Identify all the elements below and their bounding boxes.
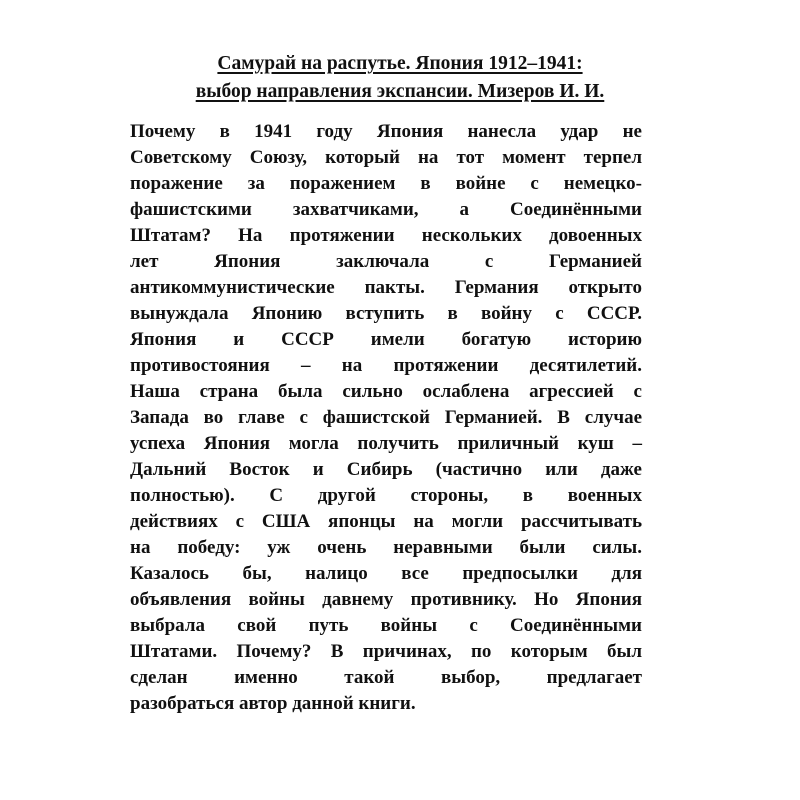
book-title-line-2: выбор направления экспансии. Мизеров И. И. [195,81,605,102]
description-line: Советскому Союзу, который на тот момент терпел [130,147,642,168]
description-line: лет Япония заключала с Германией [130,251,642,272]
description-line: разобраться автор данной книги. [130,693,416,714]
description-line: выбрала свой путь войны с Соединёнными [130,615,642,636]
description-line: Казалось бы, налицо все предпосылки для [130,563,642,584]
description-line: успеха Япония могла получить приличный куш – [130,433,642,454]
description-line: Япония и СССР имели богатую историю [130,329,642,350]
book-title [120,50,680,106]
description-line: Почему в 1941 году Япония нанесла удар не [130,121,642,142]
description-line: сделан именно такой выбор, предлагает [130,667,642,688]
description-line: действиях с США японцы на могли рассчитывать [130,511,642,532]
description-line: Запада во главе с фашистской Германией. В случае [130,407,642,428]
description-line: на победу: уж очень неравными были силы. [130,537,642,558]
description-line: поражение за поражением в войне с немецко- [130,173,642,194]
book-title-line-1: Самурай на распутье. Япония 1912–1941: [217,53,583,74]
description-line: вынуждала Японию вступить в войну с СССР. [130,303,642,324]
description-line: противостояния – на протяжении десятилетий. [130,355,642,376]
description-line: Штатами. Почему? В причинах, по которым был [130,641,642,662]
book-description [130,119,642,717]
description-line: Дальний Восток и Сибирь (частично или даже [130,459,642,480]
description-line: полностью). С другой стороны, в военных [130,485,642,506]
description-line: антикоммунистические пакты. Германия открыто [130,277,642,298]
description-line: Штатам? На протяжении нескольких довоенных [130,225,642,246]
description-line: объявления войны давнему противнику. Но Япония [130,589,642,610]
description-line: фашистскими захватчиками, а Соединёнными [130,199,642,220]
description-line: Наша страна была сильно ослаблена агрессией с [130,381,642,402]
